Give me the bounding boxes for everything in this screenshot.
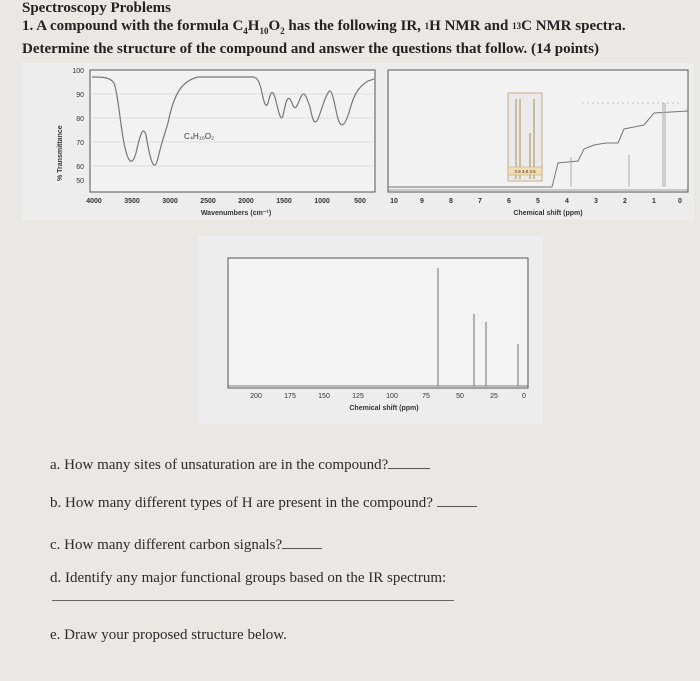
cnmr-x-axis-label: Chemical shift (ppm) (349, 405, 419, 412)
ir-ytick: 60 (76, 164, 84, 171)
hnmr-xtick: 5 (536, 198, 540, 205)
superscript-13: 13 (512, 21, 522, 31)
ir-spectrum-panel (22, 63, 382, 220)
answer-blank-b[interactable] (437, 494, 477, 507)
hnmr-xtick: 1 (652, 198, 656, 205)
worksheet-header (22, 0, 692, 58)
formula-h-count: 10 (259, 26, 269, 36)
cnmr-xtick: 200 (250, 393, 262, 400)
problem-number: 1. (22, 18, 34, 34)
cnmr-xtick: 175 (284, 393, 296, 400)
formula-o: O (268, 18, 281, 34)
question-b-text: b. How many different types of H are present in the compound? (50, 495, 433, 511)
ir-formula-label: C₄H₁₀O₂ (184, 132, 215, 141)
hnmr-xtick: 0 (678, 198, 682, 205)
cnmr-xtick: 75 (422, 393, 430, 400)
problem-statement-line1 (22, 17, 692, 40)
formula-o-count: 2 (280, 26, 285, 36)
problem-statement-line2: Determine the structure of the compound and answer the questions that follow. (14 points) (22, 41, 599, 57)
statement-text: A compound with the formula C (36, 18, 244, 34)
ir-y-axis-label: % Transmittance (57, 125, 64, 181)
ir-spectrum-chart (22, 63, 382, 220)
question-a-text: a. How many sites of unsaturation are in the compound? (50, 457, 389, 473)
ir-xtick: 2500 (200, 198, 216, 205)
hnmr-xtick: 8 (449, 198, 453, 205)
ir-xtick: 1000 (314, 198, 330, 205)
formula-c-count: 4 (243, 26, 248, 36)
question-e-text: e. Draw your proposed structure below. (50, 627, 287, 643)
cnmr-xtick: 100 (386, 393, 398, 400)
question-d (50, 570, 446, 587)
question-e (50, 627, 287, 644)
c-nmr-panel (198, 236, 543, 424)
hnmr-x-axis-label: Chemical shift (ppm) (513, 210, 583, 217)
ir-ytick: 70 (76, 140, 84, 147)
hnmr-xtick: 10 (390, 198, 398, 205)
ir-xtick: 4000 (86, 198, 102, 205)
question-b (50, 494, 477, 512)
statement-text: has the following IR, (284, 18, 425, 34)
hnmr-xtick: 7 (478, 198, 482, 205)
question-d-text: d. Identify any major functional groups based on the IR spectrum: (50, 570, 447, 586)
statement-text: H NMR and (429, 18, 513, 34)
ir-xtick: 1500 (276, 198, 292, 205)
cnmr-xtick: 0 (522, 393, 526, 400)
ir-ytick: 90 (76, 92, 84, 99)
cnmr-xtick: 50 (456, 393, 464, 400)
ir-ytick: 50 (76, 178, 84, 185)
formula-h: H (247, 18, 260, 34)
cnmr-xtick: 150 (318, 393, 330, 400)
question-a (50, 456, 430, 474)
ir-xtick: 2000 (238, 198, 254, 205)
question-c-text: c. How many different carbon signals? (50, 537, 283, 553)
ir-xtick: 3000 (162, 198, 178, 205)
hnmr-xtick: 3 (594, 198, 598, 205)
hnmr-xtick: 2 (623, 198, 627, 205)
hnmr-xtick: 9 (420, 198, 424, 205)
worksheet-title: Spectroscopy Problems (22, 0, 172, 16)
hnmr-inset-label: 3.9 3.8 3.6 (514, 169, 536, 174)
h-nmr-chart (382, 63, 694, 220)
ir-ytick: 100 (72, 68, 84, 75)
ir-xtick: 3500 (124, 198, 140, 205)
cnmr-xtick: 25 (490, 393, 498, 400)
statement-text: C NMR spectra. (521, 18, 626, 34)
h-nmr-panel (382, 63, 694, 220)
ir-xtick: 500 (354, 198, 366, 205)
answer-blank-a[interactable] (388, 456, 430, 469)
hnmr-xtick: 4 (565, 198, 569, 205)
answer-line-d[interactable] (52, 600, 454, 601)
answer-blank-c[interactable] (282, 536, 322, 549)
ir-ytick: 80 (76, 116, 84, 123)
c-nmr-chart (198, 236, 543, 424)
cnmr-xtick: 125 (352, 393, 364, 400)
question-c (50, 536, 322, 554)
ir-x-axis-label: Wavenumbers (cm⁻¹) (200, 210, 272, 217)
superscript-1: 1 (424, 21, 430, 31)
hnmr-xtick: 6 (507, 198, 511, 205)
